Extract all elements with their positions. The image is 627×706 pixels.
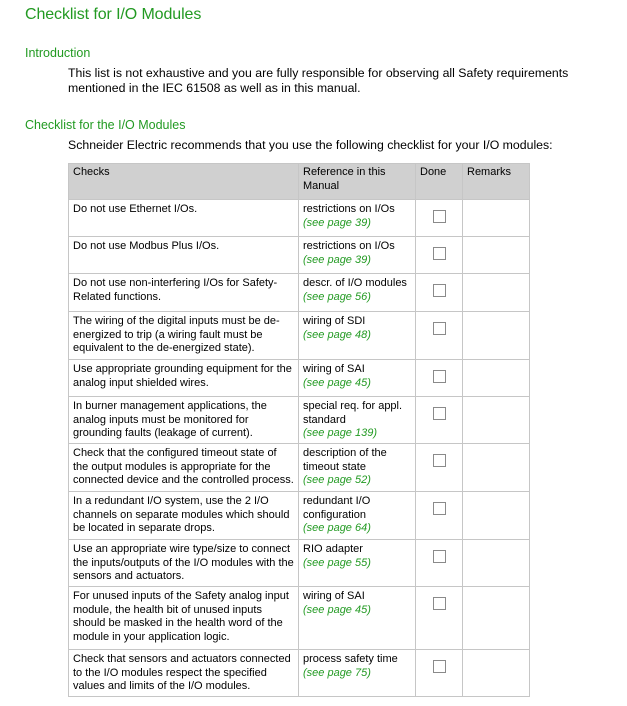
table-row bbox=[69, 650, 530, 697]
done-checkbox[interactable] bbox=[433, 550, 446, 563]
check-cell: The wiring of the digital inputs must be de-energized to trip (a wiring fault must be equivalent to the de-energized state). bbox=[69, 312, 299, 360]
remarks-cell[interactable] bbox=[463, 200, 530, 237]
check-cell: Use an appropriate wire type/size to connect the inputs/outputs of the I/O modules with the sensors and actuators. bbox=[69, 540, 299, 587]
reference-text: RIO adapter bbox=[303, 543, 363, 555]
reference-text: restrictions on I/Os bbox=[303, 240, 395, 252]
check-cell: In burner management applications, the analog inputs must be monitored for grounding faults (leakage of current). bbox=[69, 397, 299, 444]
introduction-text: This list is not exhaustive and you are fully responsible for observing all Safety requirements mentioned in the IEC 61508 as well as in this manual. bbox=[68, 66, 569, 95]
check-cell: Check that the configured timeout state of the output modules is appropriate for the connected device and the controlled process. bbox=[69, 444, 299, 492]
checklist-table bbox=[68, 163, 530, 697]
reference-cell bbox=[299, 237, 416, 274]
done-cell bbox=[416, 200, 463, 237]
reference-text: redundant I/O configuration bbox=[303, 495, 371, 521]
checklist-heading: Checklist for the I/O Modules bbox=[25, 118, 186, 132]
see-page-link[interactable]: (see page 55) bbox=[303, 556, 371, 569]
check-cell: For unused inputs of the Safety analog input module, the health bit of unused inputs should be masked in the health word of the module in your application logic. bbox=[69, 587, 299, 650]
table-row bbox=[69, 237, 530, 274]
see-page-link[interactable]: (see page 39) bbox=[303, 216, 371, 229]
check-cell: Use appropriate grounding equipment for the analog input shielded wires. bbox=[69, 360, 299, 397]
done-checkbox[interactable] bbox=[433, 247, 446, 260]
done-checkbox[interactable] bbox=[433, 370, 446, 383]
check-cell: Do not use Ethernet I/Os. bbox=[69, 200, 299, 237]
reference-cell bbox=[299, 444, 416, 492]
done-cell bbox=[416, 650, 463, 697]
reference-text: process safety time bbox=[303, 653, 398, 665]
introduction-heading: Introduction bbox=[25, 46, 91, 60]
see-page-link[interactable]: (see page 39) bbox=[303, 253, 371, 266]
reference-text: special req. for appl. standard bbox=[303, 400, 403, 426]
see-page-link[interactable]: (see page 56) bbox=[303, 290, 371, 303]
page-title: Checklist for I/O Modules bbox=[25, 6, 202, 23]
done-cell bbox=[416, 397, 463, 444]
table-row bbox=[69, 274, 530, 312]
remarks-cell[interactable] bbox=[463, 360, 530, 397]
reference-cell bbox=[299, 360, 416, 397]
done-checkbox[interactable] bbox=[433, 284, 446, 297]
see-page-link[interactable]: (see page 45) bbox=[303, 376, 371, 389]
table-row bbox=[69, 200, 530, 237]
table-row bbox=[69, 492, 530, 540]
done-cell bbox=[416, 540, 463, 587]
see-page-link[interactable]: (see page 48) bbox=[303, 328, 371, 341]
done-checkbox[interactable] bbox=[433, 502, 446, 515]
reference-cell bbox=[299, 200, 416, 237]
reference-cell bbox=[299, 650, 416, 697]
header-done: Done bbox=[416, 164, 463, 200]
done-cell bbox=[416, 237, 463, 274]
table-row bbox=[69, 360, 530, 397]
remarks-cell[interactable] bbox=[463, 540, 530, 587]
check-cell: Check that sensors and actuators connected to the I/O modules respect the specified values and limits of the I/O modules. bbox=[69, 650, 299, 697]
done-cell bbox=[416, 492, 463, 540]
remarks-cell[interactable] bbox=[463, 312, 530, 360]
table-row bbox=[69, 397, 530, 444]
remarks-cell[interactable] bbox=[463, 274, 530, 312]
done-checkbox[interactable] bbox=[433, 660, 446, 673]
check-cell: Do not use non-interfering I/Os for Safety-Related functions. bbox=[69, 274, 299, 312]
remarks-cell[interactable] bbox=[463, 237, 530, 274]
table-row bbox=[69, 312, 530, 360]
done-cell bbox=[416, 274, 463, 312]
reference-text: descr. of I/O modules bbox=[303, 277, 407, 289]
table-row bbox=[69, 587, 530, 650]
checklist-intro-text: Schneider Electric recommends that you use the following checklist for your I/O modules: bbox=[68, 138, 553, 152]
done-cell bbox=[416, 312, 463, 360]
table-body bbox=[69, 200, 530, 697]
reference-text: restrictions on I/Os bbox=[303, 203, 395, 215]
see-page-link[interactable]: (see page 139) bbox=[303, 427, 377, 440]
reference-cell bbox=[299, 274, 416, 312]
done-cell bbox=[416, 587, 463, 650]
remarks-cell[interactable] bbox=[463, 492, 530, 540]
reference-cell bbox=[299, 492, 416, 540]
header-reference: Reference in this Manual bbox=[299, 164, 416, 200]
remarks-cell[interactable] bbox=[463, 397, 530, 444]
reference-text: description of the timeout state bbox=[303, 447, 387, 473]
table-header-row bbox=[69, 164, 530, 200]
done-checkbox[interactable] bbox=[433, 597, 446, 610]
see-page-link[interactable]: (see page 75) bbox=[303, 666, 371, 679]
check-cell: In a redundant I/O system, use the 2 I/O channels on separate modules which should be located in separate drops. bbox=[69, 492, 299, 540]
remarks-cell[interactable] bbox=[463, 650, 530, 697]
header-remarks: Remarks bbox=[463, 164, 530, 200]
see-page-link[interactable]: (see page 52) bbox=[303, 474, 371, 487]
reference-text: wiring of SAI bbox=[303, 590, 365, 602]
table-row bbox=[69, 444, 530, 492]
done-checkbox[interactable] bbox=[433, 322, 446, 335]
reference-cell bbox=[299, 312, 416, 360]
remarks-cell[interactable] bbox=[463, 444, 530, 492]
reference-text: wiring of SAI bbox=[303, 363, 365, 375]
reference-cell bbox=[299, 397, 416, 444]
header-checks: Checks bbox=[69, 164, 299, 200]
done-checkbox[interactable] bbox=[433, 454, 446, 467]
remarks-cell[interactable] bbox=[463, 587, 530, 650]
table-row bbox=[69, 540, 530, 587]
see-page-link[interactable]: (see page 64) bbox=[303, 522, 371, 535]
done-cell bbox=[416, 444, 463, 492]
done-checkbox[interactable] bbox=[433, 210, 446, 223]
reference-text: wiring of SDI bbox=[303, 315, 366, 327]
check-cell: Do not use Modbus Plus I/Os. bbox=[69, 237, 299, 274]
reference-cell bbox=[299, 540, 416, 587]
done-checkbox[interactable] bbox=[433, 407, 446, 420]
reference-cell bbox=[299, 587, 416, 650]
done-cell bbox=[416, 360, 463, 397]
see-page-link[interactable]: (see page 45) bbox=[303, 603, 371, 616]
